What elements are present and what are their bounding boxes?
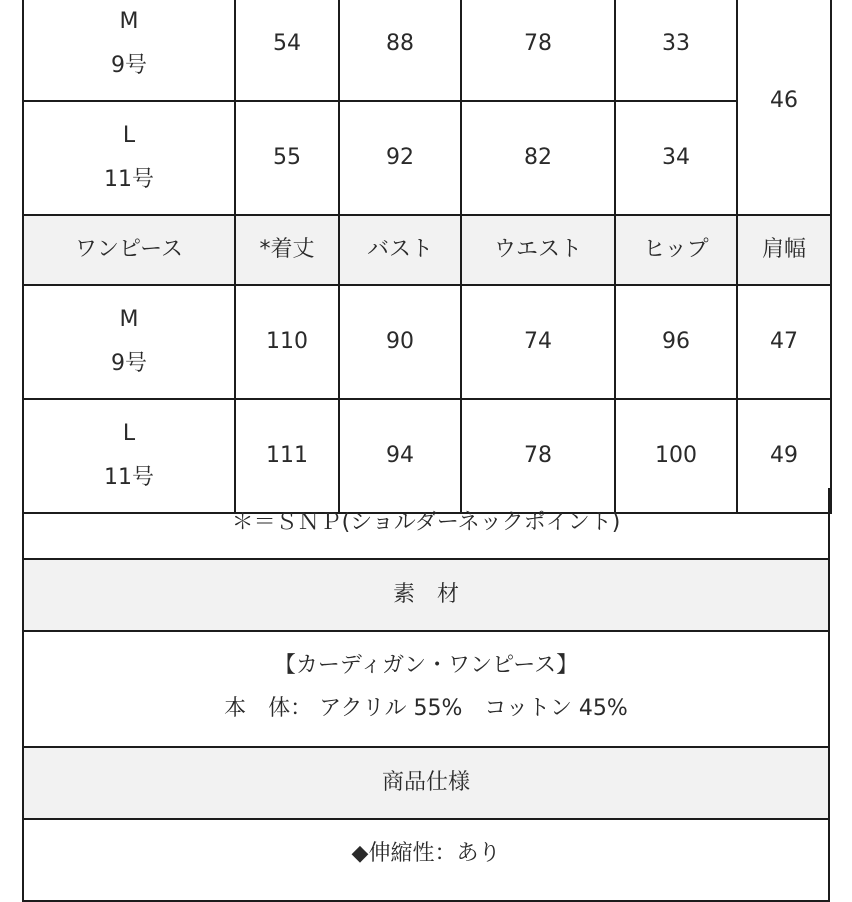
column-header: ワンピース: [23, 215, 235, 285]
table-cell: 88: [339, 0, 461, 101]
table-header-row: [23, 215, 831, 285]
column-header: ウエスト: [461, 215, 615, 285]
column-header: 肩幅: [737, 215, 831, 285]
spec-section: [22, 820, 830, 902]
material-heading: 【カーディガン・ワンピース】: [273, 653, 579, 678]
size-label-cell: [23, 285, 235, 399]
size-label-cell: [23, 0, 235, 101]
column-header: バスト: [339, 215, 461, 285]
table-cell: 94: [339, 399, 461, 513]
table-cell: 33: [615, 0, 737, 101]
table-cell: 74: [461, 285, 615, 399]
size-label: L: [122, 421, 136, 446]
size-number: 9号: [111, 351, 147, 376]
size-table: [22, 0, 832, 514]
size-number: 9号: [111, 53, 147, 78]
size-label-cell: [23, 101, 235, 215]
table-cell: 100: [615, 399, 737, 513]
table-cell: 96: [615, 285, 737, 399]
material-section: [22, 632, 830, 748]
column-header: *着丈: [235, 215, 339, 285]
table-cell: 111: [235, 399, 339, 513]
material-section-title: 素 材: [22, 560, 830, 632]
table-row: [23, 0, 831, 101]
table-cell-merged: 46: [737, 0, 831, 215]
spec-section-title: 商品仕様: [22, 748, 830, 820]
table-cell: 55: [235, 101, 339, 215]
table-cell: 110: [235, 285, 339, 399]
column-header: ヒップ: [615, 215, 737, 285]
table-cell: 47: [737, 285, 831, 399]
table-cell: 90: [339, 285, 461, 399]
size-label: L: [122, 123, 136, 148]
size-label: M: [119, 307, 139, 332]
snp-note: ＊＝ＳＮＰ(ショルダーネックポイント): [22, 488, 830, 560]
table-cell: 92: [339, 101, 461, 215]
size-label: M: [119, 9, 139, 34]
table-cell: 82: [461, 101, 615, 215]
size-number: 11号: [104, 465, 154, 490]
table-cell: 34: [615, 101, 737, 215]
table-cell: 49: [737, 399, 831, 513]
table-row: [23, 101, 831, 215]
table-cell: 54: [235, 0, 339, 101]
spec-stretch: ◆伸縮性：あり: [351, 841, 501, 866]
table-cell: 78: [461, 0, 615, 101]
size-number: 11号: [104, 167, 154, 192]
table-row: [23, 285, 831, 399]
table-cell: 78: [461, 399, 615, 513]
material-composition: 本 体： アクリル 55% コットン 45%: [224, 696, 628, 721]
